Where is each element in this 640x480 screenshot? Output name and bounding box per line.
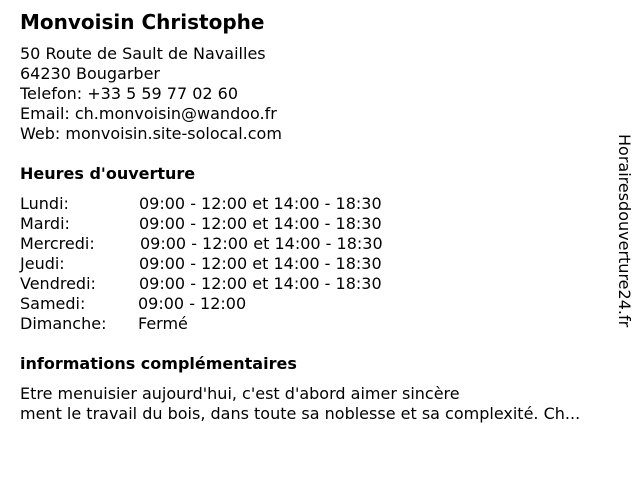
day-label: Lundi: bbox=[20, 194, 69, 213]
hours-row-friday bbox=[20, 274, 440, 294]
additional-info-heading: informations complémentaires bbox=[20, 354, 297, 373]
business-description bbox=[20, 384, 630, 424]
time-value: Fermé bbox=[138, 314, 188, 333]
opening-hours-table bbox=[20, 194, 440, 334]
opening-hours-heading: Heures d'ouverture bbox=[20, 164, 196, 183]
hours-row-thursday bbox=[20, 254, 440, 274]
business-name: Monvoisin Christophe bbox=[20, 10, 265, 34]
website-link[interactable]: Web: monvoisin.site-solocal.com bbox=[20, 124, 282, 143]
time-value: 09:00 - 12:00 et 14:00 - 18:30 bbox=[140, 234, 383, 253]
hours-row-sunday bbox=[20, 314, 440, 334]
time-value: 09:00 - 12:00 et 14:00 - 18:30 bbox=[139, 214, 382, 233]
day-label: Vendredi: bbox=[20, 274, 96, 293]
hours-row-monday bbox=[20, 194, 440, 214]
time-value: 09:00 - 12:00 et 14:00 - 18:30 bbox=[139, 254, 382, 273]
hours-row-wednesday bbox=[20, 234, 440, 254]
day-label: Mercredi: bbox=[20, 234, 95, 253]
description-line: Etre menuisier aujourd'hui, c'est d'abord aimer sincère bbox=[20, 384, 460, 403]
contact-block bbox=[20, 44, 282, 144]
site-watermark: Horairesdouverture24.fr bbox=[615, 134, 634, 328]
hours-row-saturday bbox=[20, 294, 440, 314]
phone-number[interactable]: Telefon: +33 5 59 77 02 60 bbox=[20, 84, 239, 103]
day-label: Dimanche: bbox=[20, 314, 107, 333]
email-address[interactable]: Email: ch.monvoisin@wandoo.fr bbox=[20, 104, 277, 123]
time-value: 09:00 - 12:00 et 14:00 - 18:30 bbox=[139, 194, 382, 213]
hours-row-tuesday bbox=[20, 214, 440, 234]
time-value: 09:00 - 12:00 bbox=[138, 294, 247, 313]
address-street: 50 Route de Sault de Navailles bbox=[20, 44, 266, 63]
description-line: ment le travail du bois, dans toute sa noblesse et sa complexité. Ch... bbox=[20, 404, 581, 423]
day-label: Mardi: bbox=[20, 214, 70, 233]
time-value: 09:00 - 12:00 et 14:00 - 18:30 bbox=[139, 274, 382, 293]
address-city: 64230 Bougarber bbox=[20, 64, 161, 83]
day-label: Samedi: bbox=[20, 294, 86, 313]
day-label: Jeudi: bbox=[20, 254, 65, 273]
